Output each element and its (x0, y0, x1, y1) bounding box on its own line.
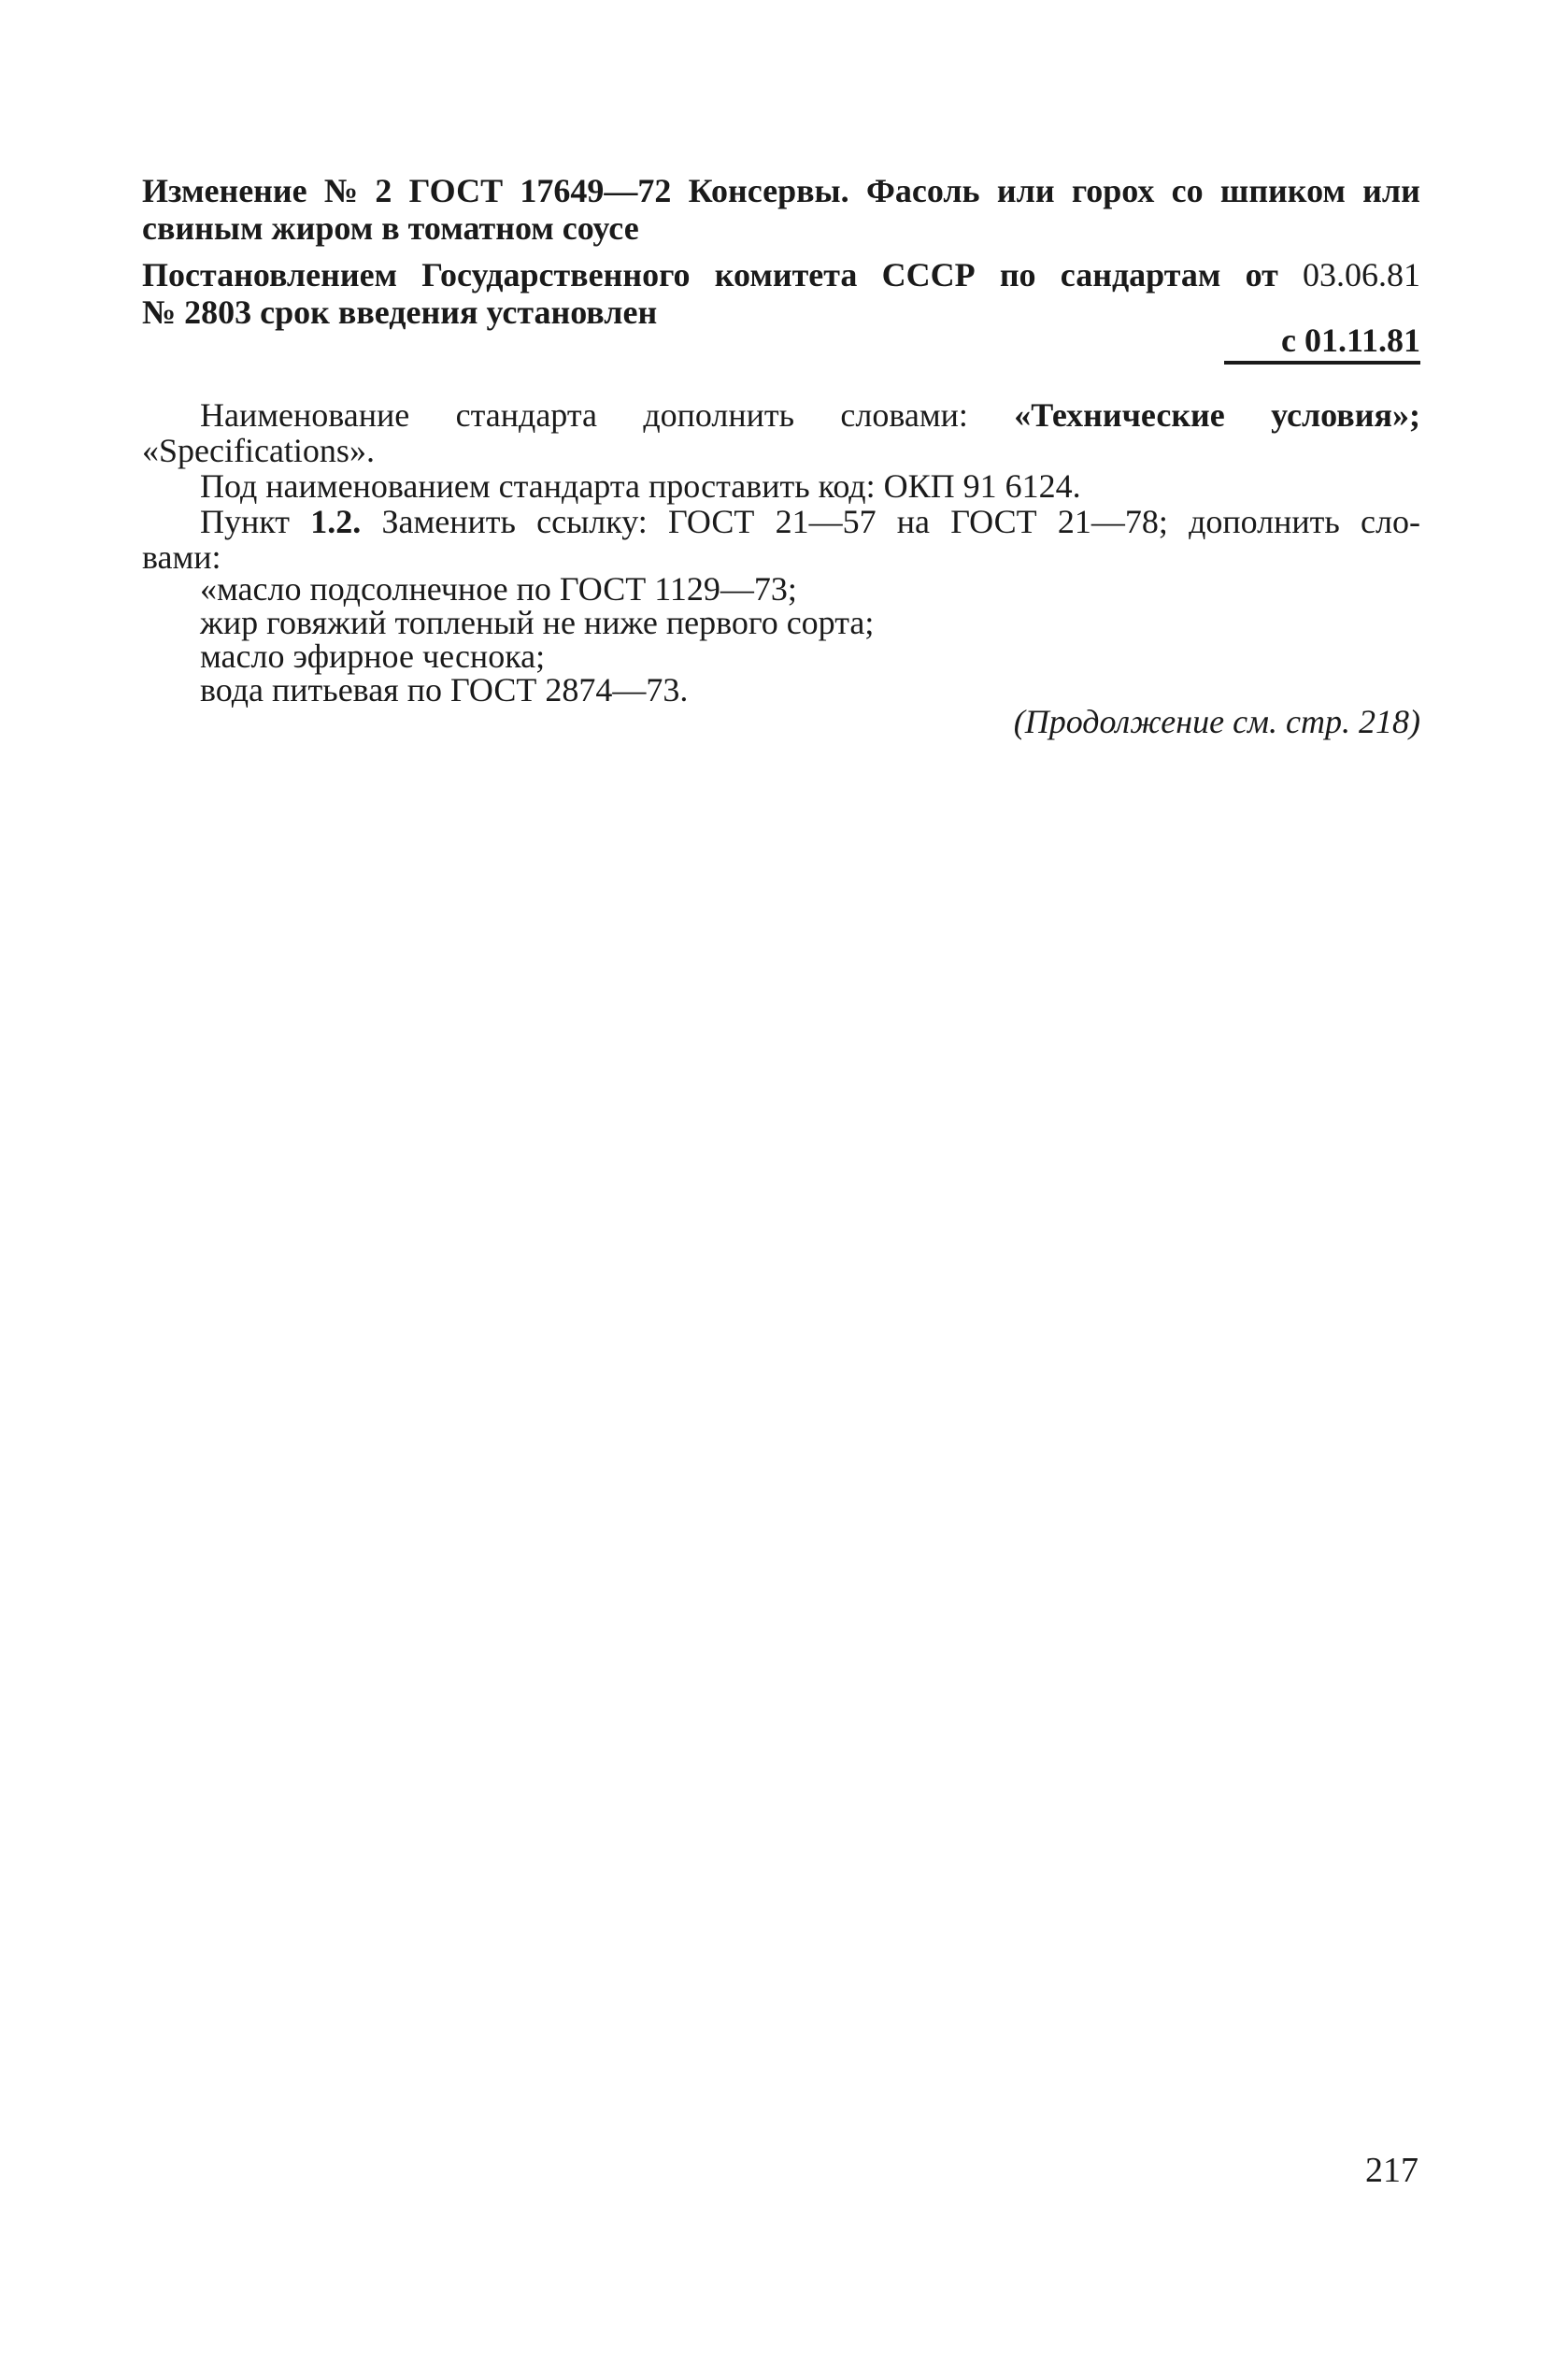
word: 1.2. (310, 503, 362, 540)
word: словами: (840, 396, 968, 434)
page-number: 217 (1365, 2151, 1418, 2190)
word: на (896, 503, 931, 540)
word: Пункт (200, 503, 291, 540)
word: 21—57 (775, 503, 877, 540)
word: Фасоль (865, 172, 980, 209)
word: горох (1071, 172, 1155, 209)
effective-date-underline (1224, 361, 1420, 365)
paragraph-2: Под наименованием стандарта проставить код: ОКП 91 6124. (200, 467, 1081, 505)
decree-line-1 (142, 256, 1420, 293)
word: комитета (714, 256, 858, 293)
word: «Технические (1014, 396, 1225, 434)
word: стандарта (455, 396, 597, 434)
word: или (996, 172, 1055, 209)
title-line-2: свиным жиром в томатном соусе (142, 209, 639, 247)
word: 21—78; (1057, 503, 1168, 540)
word: Постановлением (142, 256, 398, 293)
title-line-1 (142, 172, 1420, 209)
word: Консервы. (688, 172, 849, 209)
word: СССР (881, 256, 976, 293)
word: условия»; (1271, 396, 1420, 434)
word: № (323, 172, 359, 209)
word: 03.06.81 (1303, 256, 1420, 293)
word: ГОСТ (408, 172, 504, 209)
word: Заменить (381, 503, 516, 540)
paragraph-3-line-1 (200, 503, 1420, 540)
list-item: «масло подсолнечное по ГОСТ 1129—73; (200, 570, 797, 608)
word: Изменение (142, 172, 307, 209)
effective-date: с 01.11.81 (1281, 322, 1420, 359)
word: 2 (375, 172, 392, 209)
word: со (1171, 172, 1204, 209)
word: ГОСТ (950, 503, 1037, 540)
word: или (1362, 172, 1420, 209)
word: 17649—72 (520, 172, 672, 209)
word: ГОСТ (667, 503, 755, 540)
paragraph-3-line-2: вами: (142, 538, 221, 576)
paragraph-1-line-2: «Specifications». (142, 432, 375, 469)
word: дополнить (1189, 503, 1340, 540)
word: шпиком (1219, 172, 1346, 209)
word: по (999, 256, 1036, 293)
word: от (1245, 256, 1278, 293)
word: Наименование (200, 396, 410, 434)
list-item: жир говяжий топленый не ниже первого сорта; (200, 604, 875, 641)
word: ссылку: (536, 503, 648, 540)
list-item: вода питьевая по ГОСТ 2874—73. (200, 671, 689, 709)
word: сандартам (1060, 256, 1221, 293)
word: сло- (1361, 503, 1420, 540)
paragraph-1-line-1 (200, 396, 1420, 434)
word: дополнить (643, 396, 795, 434)
list-item: масло эфирное чеснока; (200, 637, 546, 675)
word: Государственного (421, 256, 691, 293)
continuation-note: (Продолжение см. стр. 218) (1013, 703, 1420, 740)
decree-line-2: № 2803 срок введения установлен (142, 293, 658, 331)
